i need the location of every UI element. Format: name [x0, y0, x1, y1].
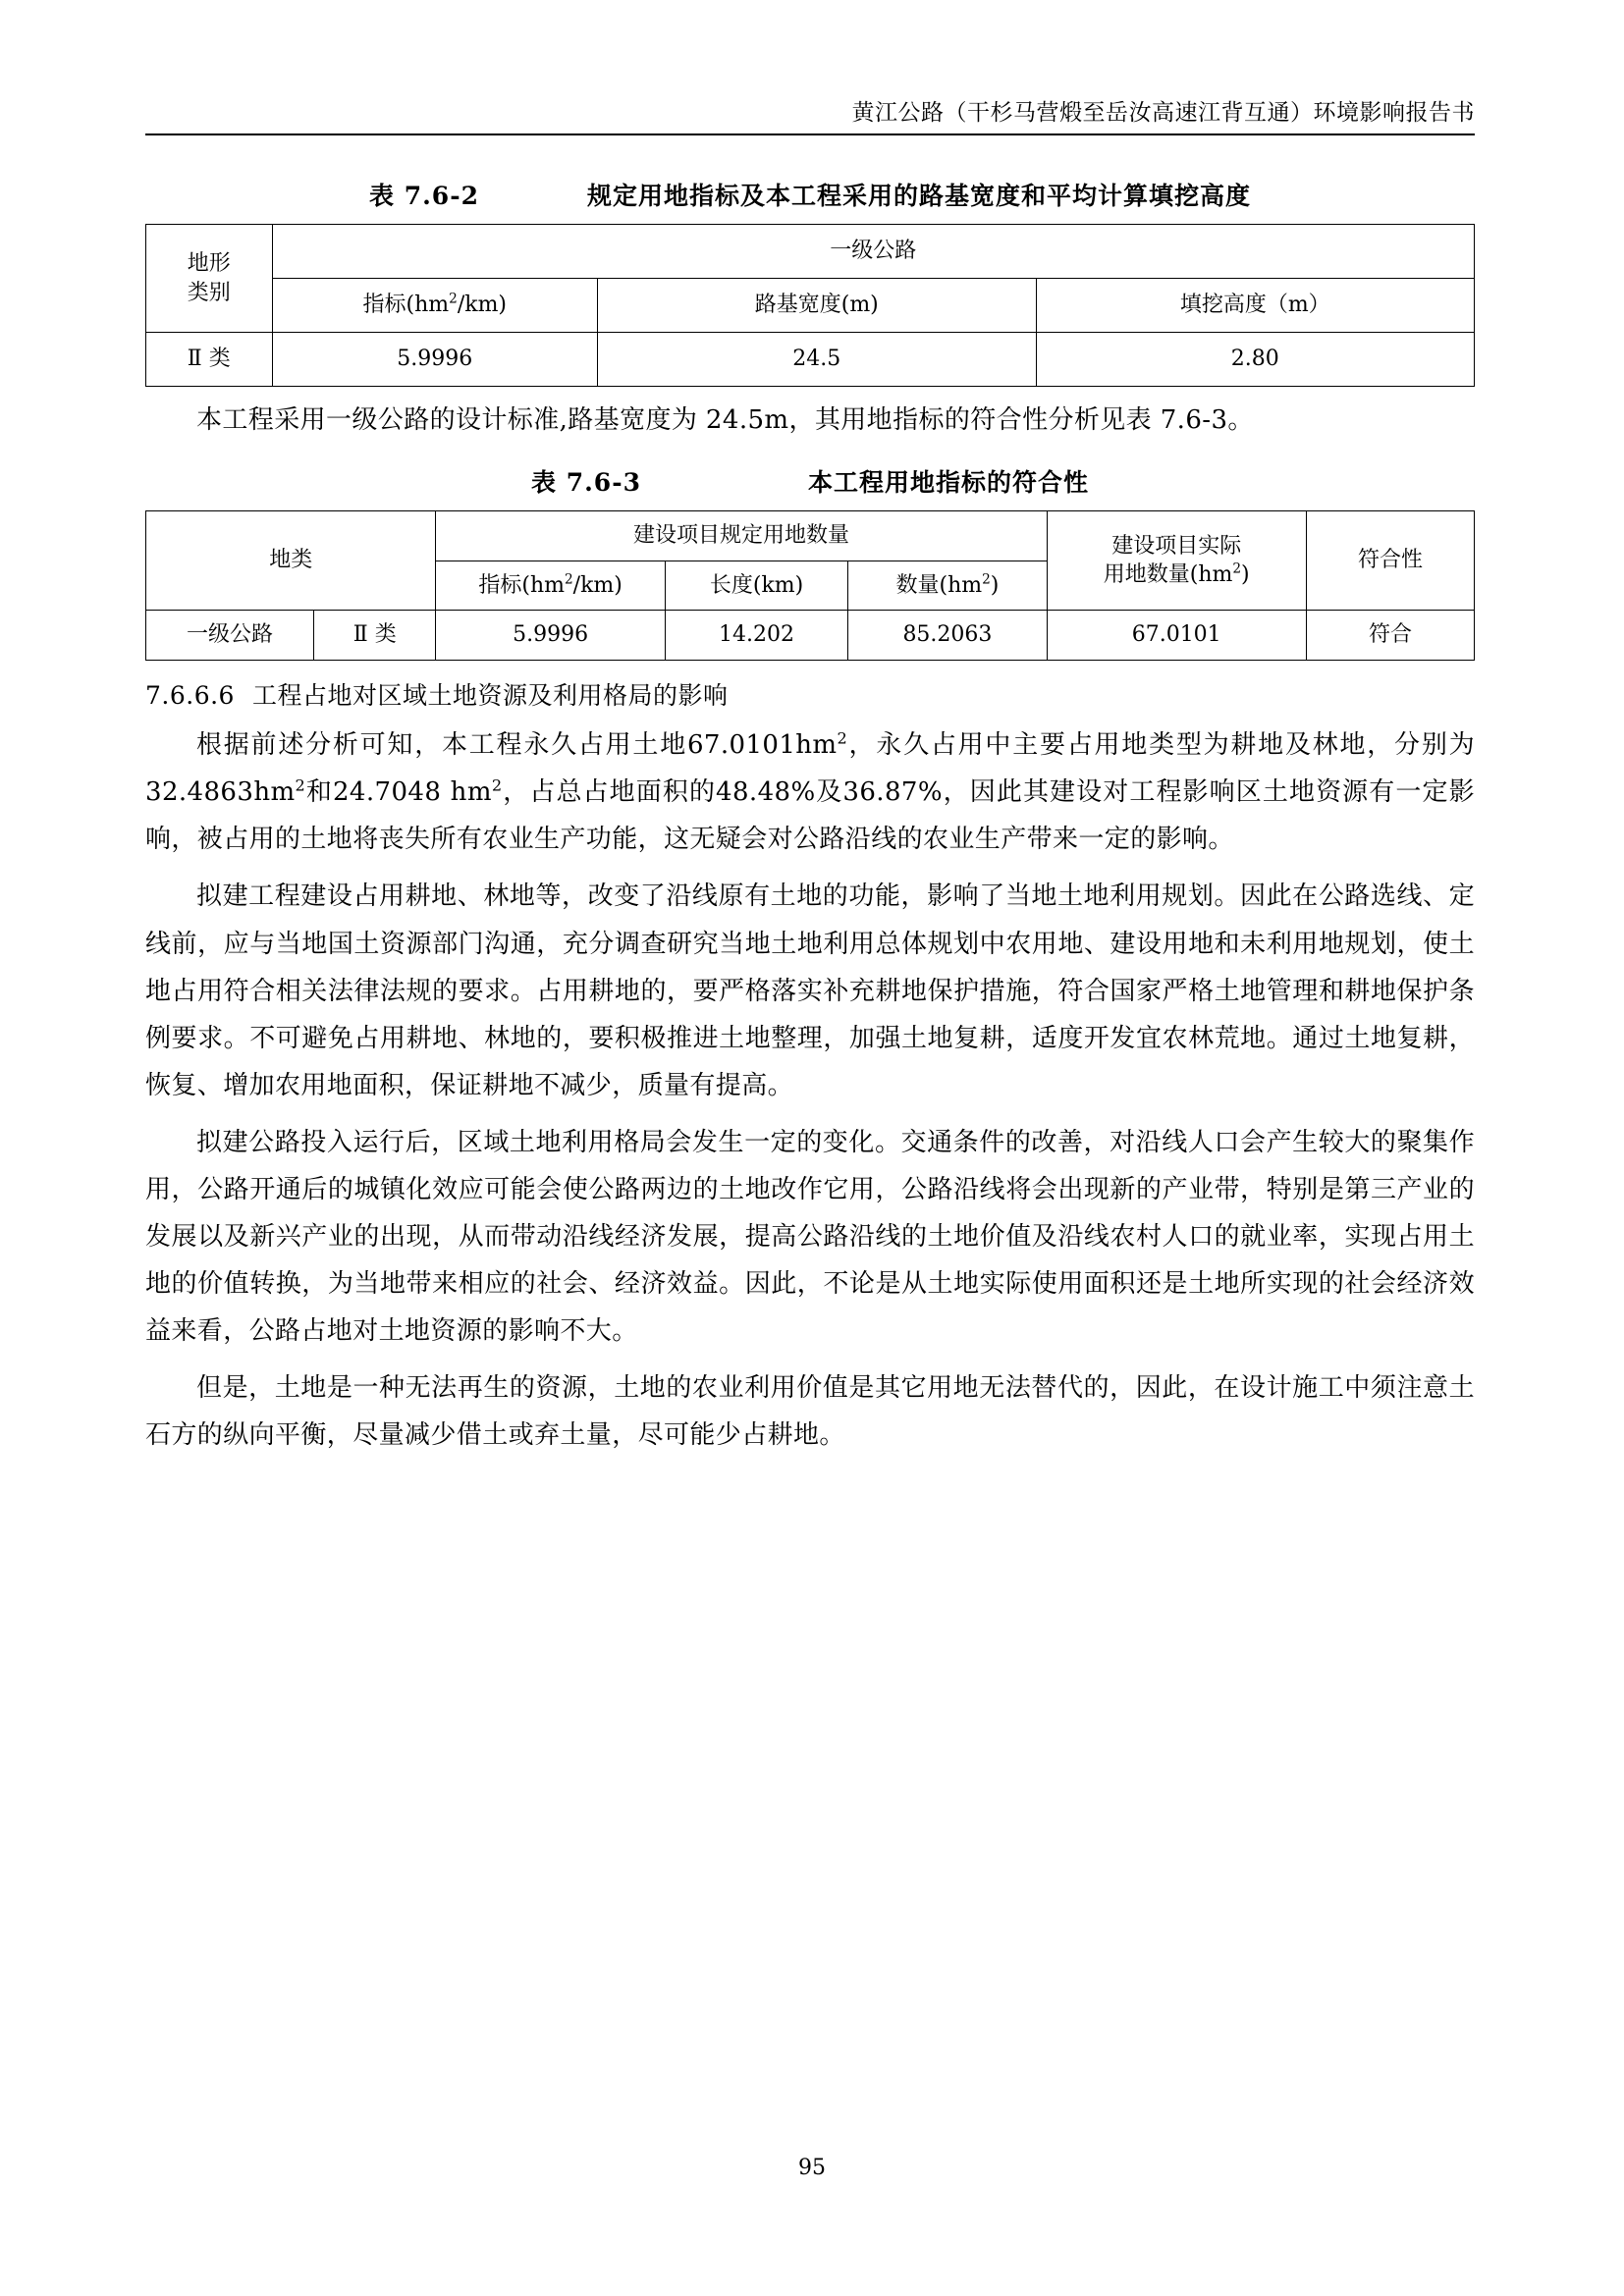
cell-index-value: 5.9996: [436, 611, 665, 661]
cell-terrain-type: 地形 类别: [146, 225, 273, 333]
cell-type-ii: Ⅱ 类: [146, 333, 273, 387]
table-row: [146, 611, 1475, 661]
cell-road-class: 一级公路: [272, 225, 1474, 279]
cell-road-class-value: 一级公路: [146, 611, 314, 661]
cell-quantity-value: 85.2063: [848, 611, 1047, 661]
paragraph-1-part-c: 和24.7048 hm: [305, 777, 492, 808]
cell-compliance-value: 符合: [1306, 611, 1474, 661]
cell-subgrade-width-value: 24.5: [598, 333, 1036, 387]
paragraph-1-part-b: ，永久占用中主要占用地类型为耕地及林地，分别为32.4863hm: [145, 730, 1476, 808]
cell-actual-header: 建设项目实际 用地数量$(hm^2)$: [1047, 511, 1306, 611]
table-763-caption: [145, 463, 1475, 499]
table-row: [146, 279, 1475, 333]
table-762-title: 规定用地指标及本工程采用的路基宽度和平均计算填挖高度: [586, 182, 1251, 210]
section-number: 7.6.6.6: [145, 681, 235, 711]
section-title: 工程占地对区域土地资源及利用格局的影响: [251, 681, 729, 711]
cell-length-value: 14.202: [665, 611, 848, 661]
cell-prescribed-header: 建设项目规定用地数量: [436, 511, 1047, 561]
paragraph-1-part-d: ，占总占地面积的48.48%及36.87%，因此其建设对工程影响区土地资源有一定影响，被占用的土地将丧失所有农业生产功能，这无疑会对公路沿线的农业生产带来一定的影响。: [145, 777, 1475, 855]
paragraph-4: 但是，土地是一种无法再生的资源，土地的农业利用价值是其它用地无法替代的，因此，在设计施工中须注意土石方的纵向平衡，尽量减少借土或弃土量，尽可能少占耕地。: [145, 1373, 1475, 1451]
table-row: [146, 333, 1475, 387]
table-763: [145, 510, 1475, 661]
paragraph-1-part-a: 根据前述分析可知，本工程永久占用土地67.0101hm: [196, 730, 838, 761]
cell-actual-value: 67.0101: [1047, 611, 1306, 661]
table-row: [146, 225, 1475, 279]
cell-subgrade-width-header: 路基宽度(m): [598, 279, 1036, 333]
table-762-number: 表 7.6-2: [369, 182, 479, 210]
cell-compliance-header: 符合性: [1306, 511, 1474, 611]
cell-fill-height-value: 2.80: [1036, 333, 1475, 387]
cell-length-header: 长度(km): [665, 561, 848, 611]
table-763-number: 表 7.6-3: [531, 468, 641, 498]
cell-quantity-header: 数量$(hm^2)$: [848, 561, 1047, 611]
table-762: [145, 224, 1475, 387]
paragraph-3: 拟建公路投入运行后，区域土地利用格局会发生一定的变化。交通条件的改善，对沿线人口会产生较大的聚集作用，公路开通后的城镇化效应可能会使公路两边的土地改作它用，公路沿线将会出现新的产业带，特别是第三产业的发展以及新兴产业的出现，从而带动沿线经济发展，提高公路沿线的土地价值及沿线农村人口的就业率，实现占用土地的价值转换，为当地带来相应的社会、经济效益。因此，不论是从土地实际使用面积还是土地所实现的社会经济效益来看，公路占地对土地资源的影响不大。: [145, 1127, 1475, 1347]
table-763-title: 本工程用地指标的符合性: [807, 468, 1089, 498]
cell-index-header: 指标$(hm^2/km)$: [272, 279, 597, 333]
cell-fill-height-header: 填挖高度（m）: [1036, 279, 1475, 333]
page-content: [145, 157, 1475, 1460]
cell-index-value: 5.9996: [272, 333, 597, 387]
section-heading: [145, 676, 1475, 712]
paragraph-after-table-762: 本工程采用一级公路的设计标准,路基宽度为 24.5m，其用地指标的符合性分析见表 7.6-3。: [196, 405, 1254, 435]
page-number: 95: [798, 2156, 826, 2180]
table-762-caption: [145, 177, 1475, 212]
table-row: [146, 511, 1475, 561]
sup-2: 2: [491, 775, 503, 795]
header-divider: [145, 133, 1475, 135]
sup-2: 2: [837, 728, 848, 748]
sup-2: 2: [295, 775, 306, 795]
cell-type-ii-value: Ⅱ 类: [314, 611, 436, 661]
cell-index-header: 指标$(hm^2/km)$: [436, 561, 665, 611]
cell-landtype-header: 地类: [146, 511, 436, 611]
running-header: 黄江公路（干杉马营煅至岳汝高速江背互通）环境影响报告书: [851, 100, 1475, 126]
paragraph-2: 拟建工程建设占用耕地、林地等，改变了沿线原有土地的功能，影响了当地土地利用规划。因此在公路选线、定线前，应与当地国土资源部门沟通，充分调查研究当地土地利用总体规划中农用地、建设用地和未利用地规划，使土地占用符合相关法律法规的要求。占用耕地的，要严格落实补充耕地保护措施，符合国家严格土地管理和耕地保护条例要求。不可避免占用耕地、林地的，要积极推进土地整理，加强土地复耕，适度开发宜农林荒地。通过土地复耕，恢复、增加农用地面积，保证耕地不减少，质量有提高。: [145, 881, 1475, 1100]
paragraph-1: [145, 721, 1475, 863]
